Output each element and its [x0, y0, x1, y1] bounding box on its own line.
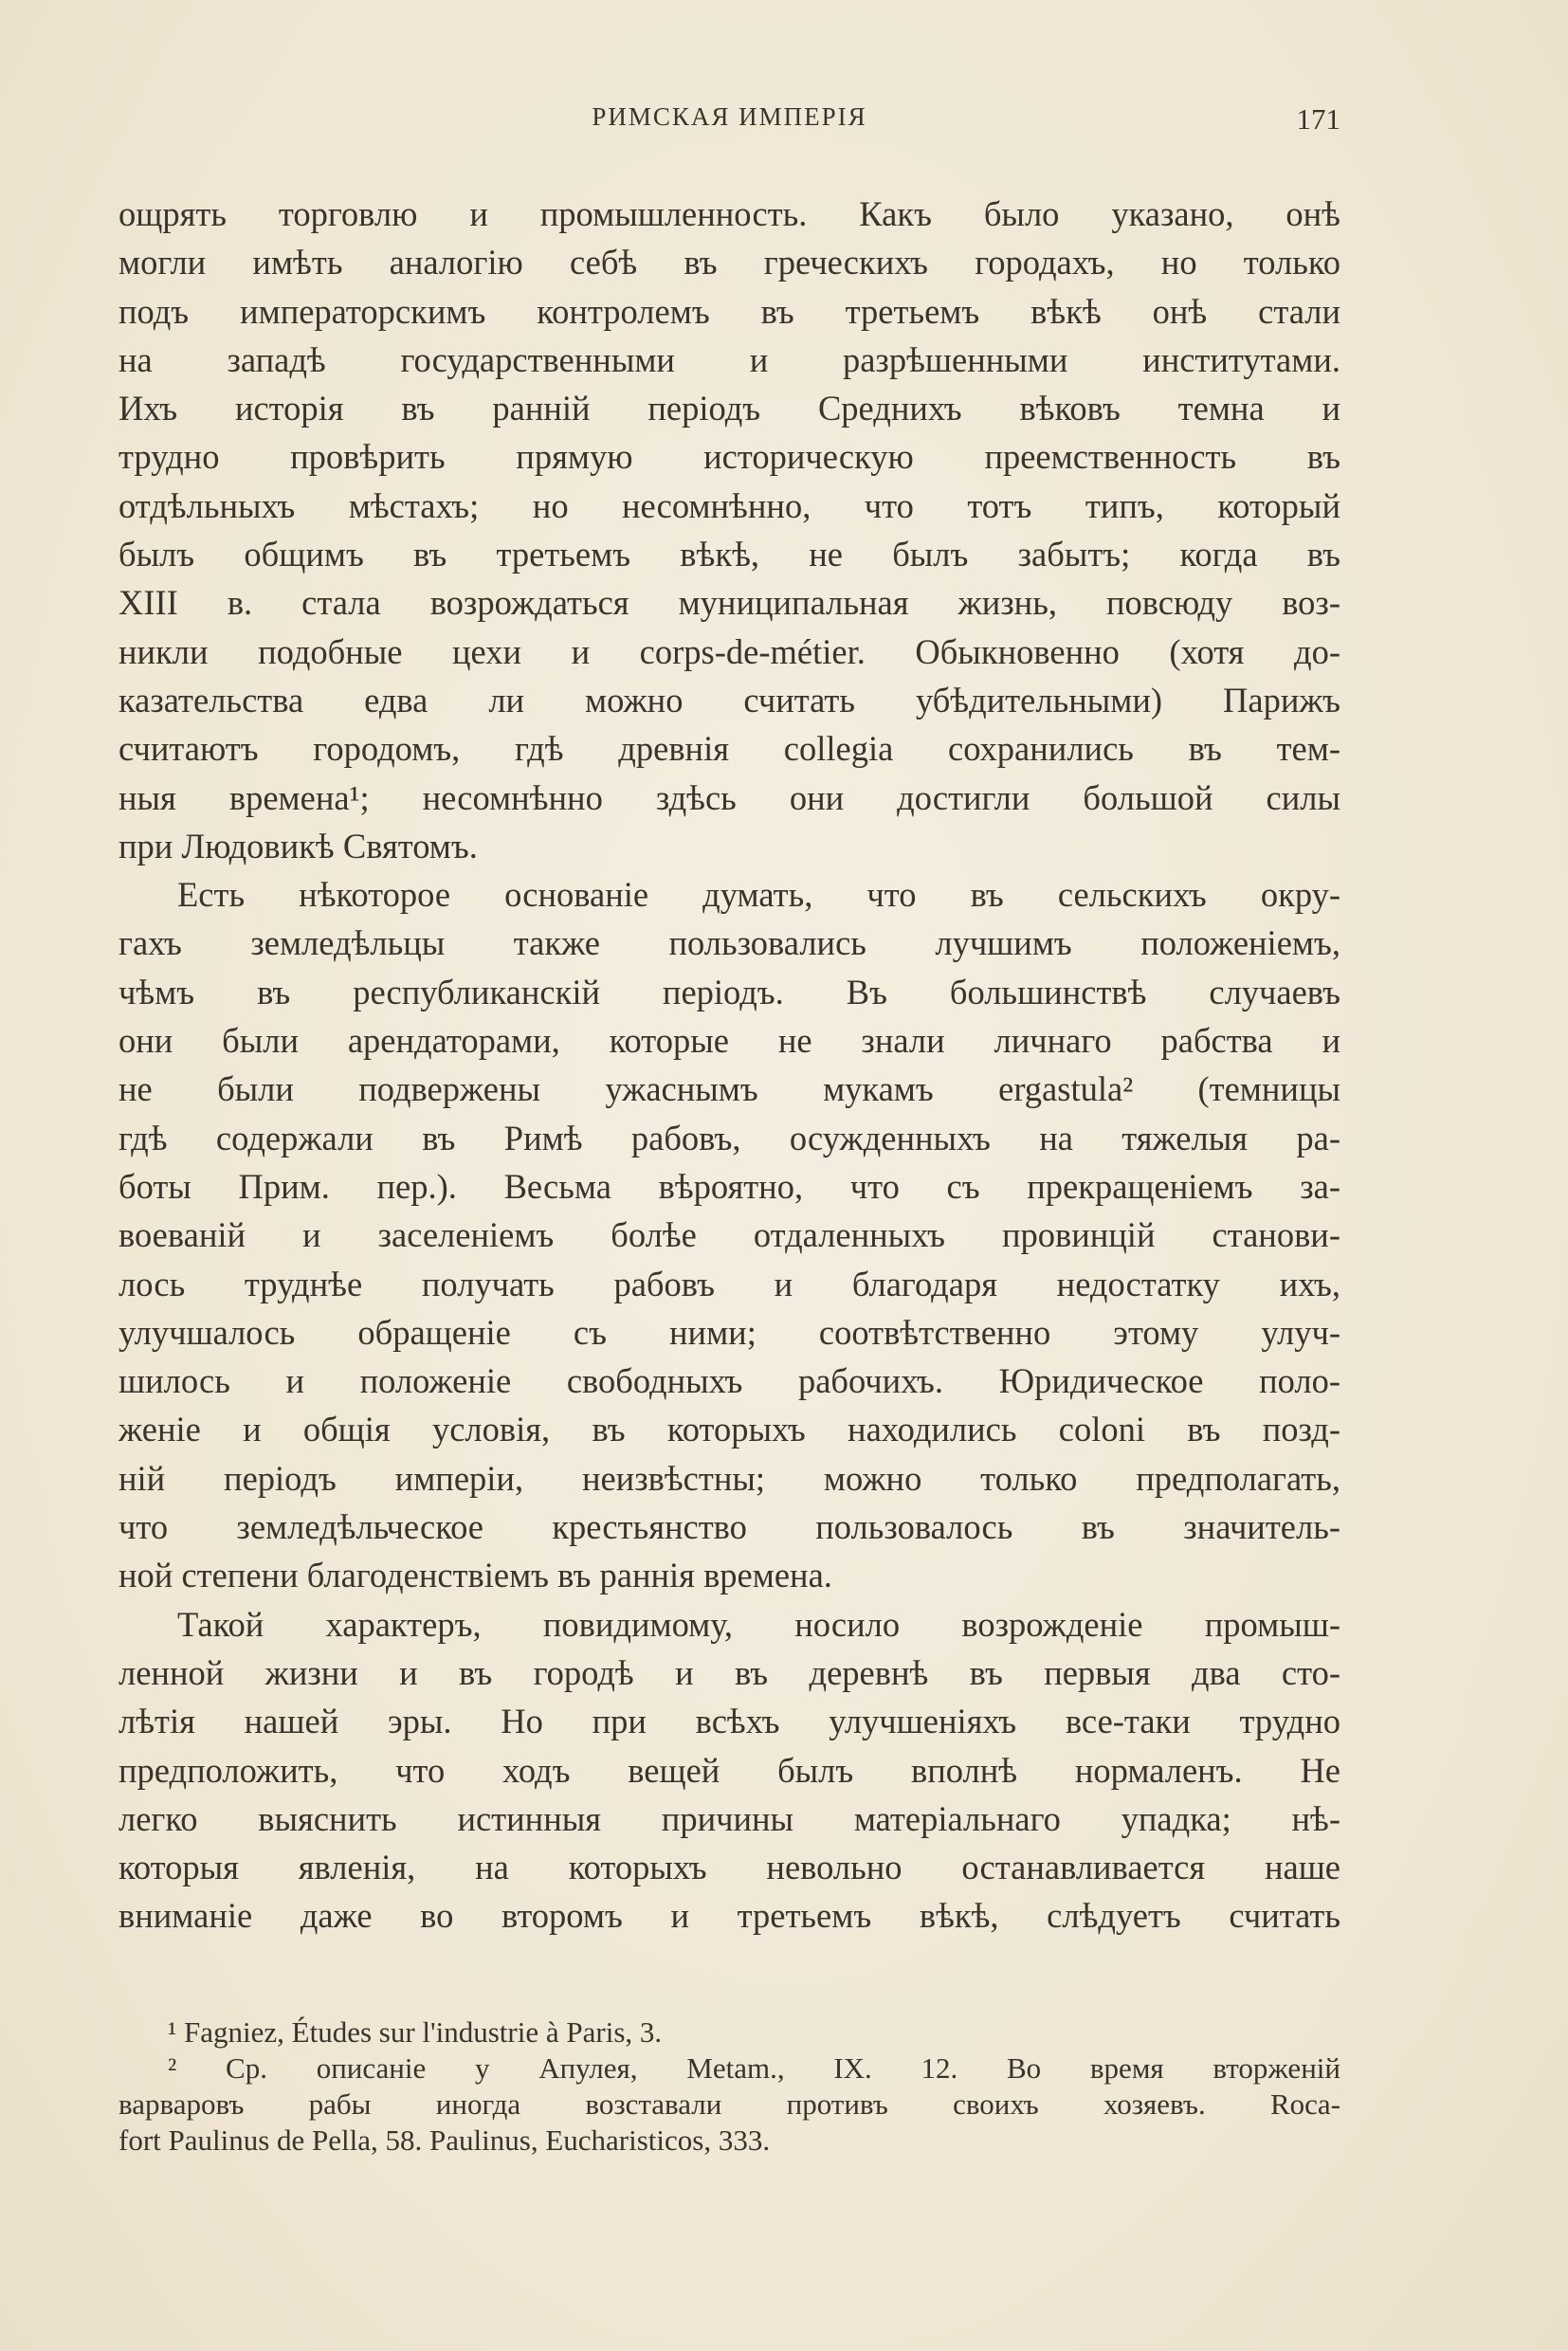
text-line: отдѣльныхъ мѣстахъ; но несомнѣнно, что тотъ типъ, который — [119, 485, 1340, 525]
text-line: ной степени благоденствіемъ въ раннія времена. — [119, 1556, 832, 1595]
text-line: лѣтія нашей эры. Но при всѣхъ улучшеніяхъ все-таки трудно — [119, 1702, 1340, 1741]
footnote-line: fort Paulinus de Pella, 58. Paulinus, Eucharisticos, 333. — [119, 2123, 771, 2157]
footnotes — [119, 2014, 1340, 2159]
text-line: предположить, что ходъ вещей былъ вполнѣ нормаленъ. Не — [119, 1750, 1340, 1790]
text-line: могли имѣть аналогію себѣ въ греческихъ городахъ, но только — [119, 243, 1340, 282]
text-line: лось труднѣе получать рабовъ и благодаря недостатку ихъ, — [119, 1264, 1340, 1303]
text-line: ленной жизни и въ городѣ и въ деревнѣ въ первыя два сто- — [119, 1652, 1340, 1692]
text-line: казательства едва ли можно считать убѣдительными) Парижъ — [119, 680, 1340, 720]
text-line: при Людовикѣ Святомъ. — [119, 826, 478, 866]
text-line: гахъ земледѣльцы также пользовались лучшимъ положеніемъ, — [119, 923, 1340, 963]
text-line: что земледѣльческое крестьянство пользовалось въ значитель- — [119, 1507, 1340, 1547]
running-head: РИМСКАЯ ИМПЕРІЯ — [592, 102, 867, 131]
text-line: ній періодъ имперіи, неизвѣстны; можно только предполагать, — [119, 1458, 1340, 1498]
page-header — [119, 102, 1340, 140]
text-line: женіе и общія условія, въ которыхъ находились coloni въ позд- — [119, 1410, 1340, 1449]
text-line: легко выяснить истинныя причины матеріальнаго упадка; нѣ- — [119, 1798, 1340, 1838]
text-line: улучшалось обращеніе съ ними; соотвѣтственно этому улуч- — [119, 1312, 1340, 1352]
text-line: никли подобные цехи и corps-de-métier. Обыкновенно (хотя до- — [119, 631, 1340, 671]
text-line: шилось и положеніе свободныхъ рабочихъ. Юридическое поло- — [119, 1361, 1340, 1401]
text-line: былъ общимъ въ третьемъ вѣкѣ, не былъ забытъ; когда въ — [119, 535, 1340, 574]
text-line: которыя явленія, на которыхъ невольно останавливается наше — [119, 1848, 1340, 1887]
text-line: подъ императорскимъ контролемъ въ третьемъ вѣкѣ онѣ стали — [119, 291, 1340, 331]
page-number: 171 — [1296, 102, 1340, 136]
text-line: чѣмъ въ республиканскій періодъ. Въ большинствѣ случаевъ — [119, 972, 1340, 1011]
text-line: Ихъ исторія въ ранній періодъ Среднихъ вѣковъ темна и — [119, 389, 1340, 428]
body-text — [119, 190, 1340, 1941]
text-line: не были подвержены ужаснымъ мукамъ ergastula² (темницы — [119, 1069, 1340, 1109]
text-line: воеваній и заселеніемъ болѣе отдаленныхъ провинцій станови- — [119, 1215, 1340, 1255]
text-line: ныя времена¹; несомнѣнно здѣсь они достигли большой силы — [119, 777, 1340, 817]
footnote-line: ¹ Fagniez, Études sur l'industrie à Paris, 3. — [168, 2015, 663, 2049]
footnote-line: варваровъ рабы иногда возставали противъ своихъ хозяевъ. Roca- — [119, 2087, 1340, 2121]
text-line: они были арендаторами, которые не знали личнаго рабства и — [119, 1021, 1340, 1061]
text-line: считаютъ городомъ, гдѣ древнія collegia сохранились въ тем- — [119, 729, 1340, 769]
footnote-line: ² Ср. описаніе у Апулея, Metam., IX. 12. Во время вторженій — [168, 2051, 1340, 2085]
paragraph-start-line: Такой характеръ, повидимому, носило возрожденіе промыш- — [177, 1604, 1340, 1644]
text-line: трудно провѣрить прямую историческую преемственность въ — [119, 437, 1340, 477]
text-line: гдѣ содержали въ Римѣ рабовъ, осужденныхъ на тяжелыя ра- — [119, 1118, 1340, 1157]
text-line: XIII в. стала возрождаться муниципальная жизнь, повсюду воз- — [119, 583, 1340, 623]
text-line: ощрять торговлю и промышленность. Какъ было указано, онѣ — [119, 194, 1340, 233]
text-line: боты Прим. пер.). Весьма вѣроятно, что съ прекращеніемъ за- — [119, 1166, 1340, 1206]
text-line: вниманіе даже во второмъ и третьемъ вѣкѣ, слѣдуетъ считать — [119, 1896, 1340, 1936]
paragraph-start-line: Есть нѣкоторое основаніе думать, что въ сельскихъ окру- — [177, 875, 1340, 915]
text-line: на западѣ государственными и разрѣшенными институтами. — [119, 339, 1340, 379]
